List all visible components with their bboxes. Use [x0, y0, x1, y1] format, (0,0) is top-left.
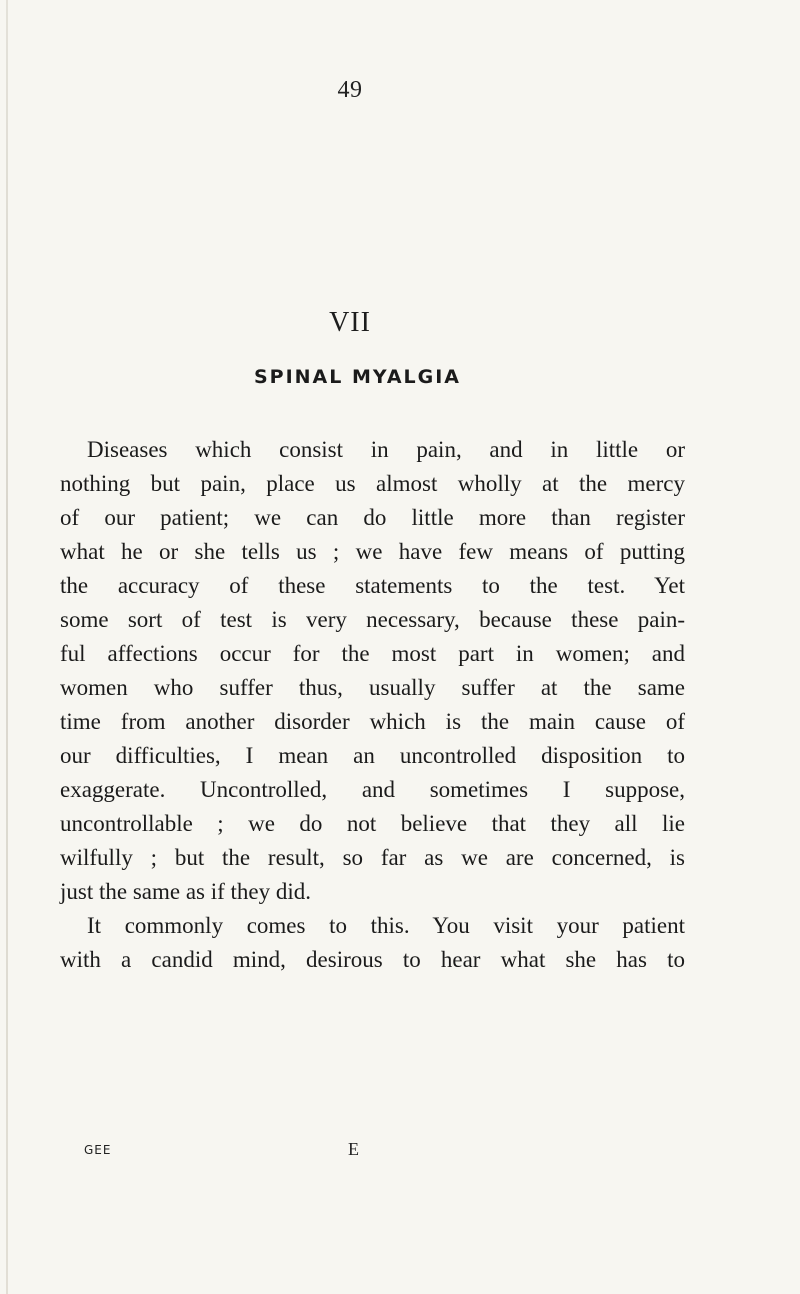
text-line: ful affections occur for the most part in women; and: [60, 641, 685, 666]
footer-signature: GEE: [84, 1143, 112, 1157]
body-text: [60, 433, 685, 977]
text-line: what he or she tells us ; we have few means of putting: [60, 539, 685, 564]
chapter-title: SPINAL MYALGIA: [253, 366, 462, 388]
text-line: women who suffer thus, usually suffer at the same: [60, 675, 685, 700]
page-number: 49: [337, 77, 363, 103]
chapter-number: VII: [329, 307, 371, 338]
text-line: with a candid mind, desirous to hear what she has to: [60, 947, 685, 972]
text-line: Diseases which consist in pain, and in little or: [87, 437, 685, 462]
text-line: our difficulties, I mean an uncontrolled disposition to: [60, 743, 685, 768]
text-line: wilfully ; but the result, so far as we are concerned, is: [60, 845, 685, 870]
footer-letter: E: [348, 1139, 359, 1159]
text-line: of our patient; we can do little more than register: [60, 505, 685, 530]
text-line: uncontrollable ; we do not believe that they all lie: [60, 811, 685, 836]
text-line: It commonly comes to this. You visit your patient: [87, 913, 685, 938]
text-line: nothing but pain, place us almost wholly at the mercy: [60, 471, 685, 496]
text-line: exaggerate. Uncontrolled, and sometimes I suppose,: [60, 777, 685, 802]
page-left-edge: [6, 0, 8, 1294]
text-line: the accuracy of these statements to the test. Yet: [60, 573, 685, 598]
text-line: just the same as if they did.: [60, 879, 312, 904]
text-line: time from another disorder which is the main cause of: [60, 709, 685, 734]
text-line: some sort of test is very necessary, because these pain-: [60, 607, 685, 632]
